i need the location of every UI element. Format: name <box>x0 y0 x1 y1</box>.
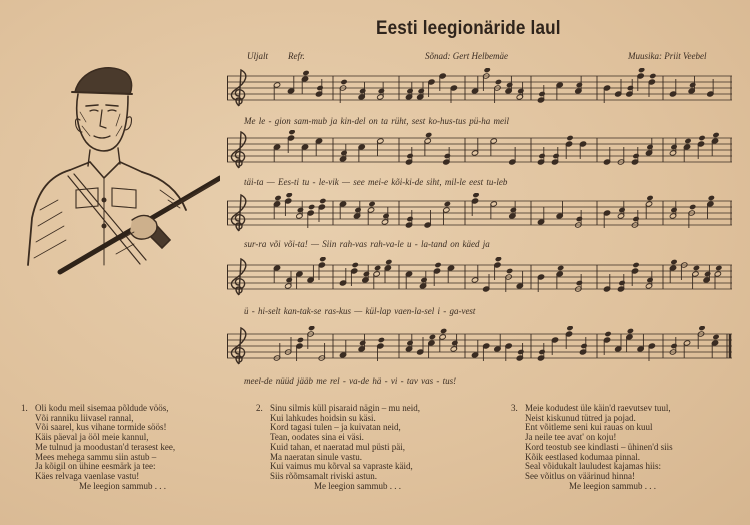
lyric-line-3: sur-ra või või-ta! — Siin rah-vas rah-va-le u - la-tand on käed ja <box>244 239 490 249</box>
verse-line: Või ranniku liivasel rannal, <box>35 412 134 423</box>
note <box>318 198 326 222</box>
verse-refrain-cue: Me leegion sammub . . . <box>314 480 401 491</box>
lyric-line-1: Me le - gion sam-mub ja kin-del on ta rüht, sest ko-hus-tus pü-ha meil <box>244 116 509 126</box>
verse-2 <box>257 404 497 491</box>
verse-line: Ja kõigil on ühine eesmärk ja tee: <box>35 461 156 472</box>
note <box>483 68 491 91</box>
refrain-marking: Refr. <box>288 51 305 61</box>
note <box>637 68 645 91</box>
note <box>471 138 478 156</box>
note <box>358 82 366 100</box>
note <box>490 201 497 219</box>
note <box>494 257 502 280</box>
verse-number: 2. <box>256 403 263 413</box>
note <box>318 257 326 280</box>
note <box>603 331 611 355</box>
note <box>307 326 315 349</box>
note <box>362 265 370 283</box>
music-staff-2 <box>227 130 732 170</box>
note <box>296 271 303 289</box>
note <box>683 340 690 358</box>
verse-3 <box>512 404 742 491</box>
note <box>669 138 677 156</box>
note <box>471 265 478 283</box>
note <box>505 268 513 292</box>
note <box>697 326 705 349</box>
soldier-portrait-illustration <box>20 50 220 275</box>
note <box>447 265 454 283</box>
verse-line: Kui vaimus mu kõrval sa vapraste käid, <box>270 461 413 472</box>
verse-line: Me tulnud ja moodustan'd terasest kee, <box>35 441 176 452</box>
music-staff-4 <box>227 257 732 297</box>
note <box>339 201 346 219</box>
note <box>516 82 524 100</box>
verse-refrain-cue: Me leegion sammub . . . <box>79 480 166 491</box>
note <box>575 76 583 94</box>
verse-line: Käes relvaga vaenlase vastu! <box>35 470 140 481</box>
note <box>273 82 280 100</box>
verse-line: Käis päeval ja ööl meie kannul, <box>35 432 149 443</box>
note <box>285 193 293 216</box>
lyrics-credit: Sõnad: Gert Helbemäe <box>425 51 508 61</box>
note <box>381 207 389 225</box>
verse-line: Ma naeratan sinule vastu. <box>270 451 362 462</box>
note <box>296 201 304 219</box>
verse-line: Meie kodudest üle käin'd raevutsev tuul, <box>525 403 671 413</box>
note <box>405 334 413 352</box>
lyric-line-2: täi-ta — Ees-ti tu - le-vik — see mei-e kõi-ki-de siht, mil-le eest tu-leb <box>244 177 508 187</box>
note <box>273 144 280 162</box>
note <box>450 334 458 352</box>
verse-line: Neist kiskunud tütred ja pojad. <box>525 412 636 423</box>
note <box>307 204 315 228</box>
note <box>669 201 677 219</box>
note <box>688 204 696 228</box>
note <box>419 271 427 289</box>
note <box>490 138 497 156</box>
note <box>615 334 622 352</box>
verse-line: Seal võidukalt lauludest kajamas hiis: <box>525 461 661 472</box>
note <box>287 76 294 94</box>
note <box>339 340 346 358</box>
note <box>537 207 544 225</box>
verse-line: Oli kodu meil sisemaa põldude vöös, <box>35 403 169 413</box>
note <box>688 76 696 94</box>
note <box>285 271 293 289</box>
note <box>631 262 639 286</box>
verse-line: Sinu silmis küll pisaraid nägin – mu neid, <box>270 403 420 413</box>
verse-line: Tean, oodates sina ei väsi. <box>270 432 364 443</box>
verse-line: Või saarel, kus vihane tormide söös! <box>35 422 167 433</box>
note <box>648 73 656 97</box>
note <box>617 201 625 219</box>
note <box>353 201 361 219</box>
verse-line: Mees mehega sammu siin astub – <box>35 451 157 462</box>
note <box>307 265 314 283</box>
note <box>405 82 413 100</box>
note <box>556 201 563 219</box>
verse-line: Kuid tahan, et naeratad mul püsti päi, <box>270 441 405 452</box>
note <box>556 82 563 100</box>
verse-line: Kord tagasi tulen – ja kuivatan neid, <box>270 422 401 433</box>
verse-number: 3. <box>511 403 518 413</box>
note <box>339 144 347 162</box>
note <box>697 135 705 159</box>
note <box>509 201 517 219</box>
note <box>516 271 523 289</box>
note <box>565 326 573 349</box>
verse-line: Siis rõõmsamalt riviski astun. <box>270 470 377 481</box>
note <box>377 138 384 156</box>
note <box>433 262 441 286</box>
music-staff-1 <box>227 68 732 108</box>
note <box>417 82 425 100</box>
note <box>471 76 478 94</box>
music-staff-3 <box>227 193 732 233</box>
verse-refrain-cue: Me leegion sammub . . . <box>569 480 656 491</box>
note <box>405 271 412 289</box>
lyric-line-5: meel-de nüüd jääb me rel - va-de hä - vi - tav vas - tus! <box>244 376 457 386</box>
verse-line: Kui lahkudes hoidsin su käsi. <box>270 412 376 423</box>
verse-1 <box>22 404 247 491</box>
note <box>494 79 502 103</box>
note <box>494 334 501 352</box>
note <box>645 271 653 289</box>
note <box>315 138 322 156</box>
music-staff-5 <box>227 326 732 366</box>
lyric-line-4: ü - hi-selt kan-tak-se ras-kus — kül-lap vaen-la-sel i - ga-vest <box>244 306 476 316</box>
note <box>645 138 653 156</box>
verse-line: Ent võitleme seni kui rauas on kuul <box>525 422 653 433</box>
note <box>301 144 308 162</box>
note <box>296 337 304 361</box>
verse-number: 1. <box>21 403 28 413</box>
note <box>358 144 365 162</box>
music-credit: Muusika: Priit Veebel <box>628 51 707 61</box>
note <box>377 337 385 361</box>
note <box>358 334 366 352</box>
verse-line: Kõik eestlased kodumaa pinnal. <box>525 451 640 462</box>
note <box>565 135 573 159</box>
note <box>471 193 479 216</box>
note <box>273 265 280 283</box>
note <box>351 262 359 286</box>
verse-line: Kord teostub see kindlasti – ühinen'd siis <box>525 441 673 452</box>
note <box>377 82 385 100</box>
verse-line: See võitlus on väärinud hinna! <box>525 470 635 481</box>
note <box>637 334 644 352</box>
note <box>339 79 347 103</box>
note <box>471 340 478 358</box>
verse-line: Ja neile tee avat' on koju! <box>525 432 617 443</box>
note <box>703 265 711 283</box>
note <box>505 76 513 94</box>
song-title: Eesti leegionäride laul <box>376 18 561 39</box>
tempo-marking: Uljalt <box>247 51 269 61</box>
note <box>287 130 295 153</box>
